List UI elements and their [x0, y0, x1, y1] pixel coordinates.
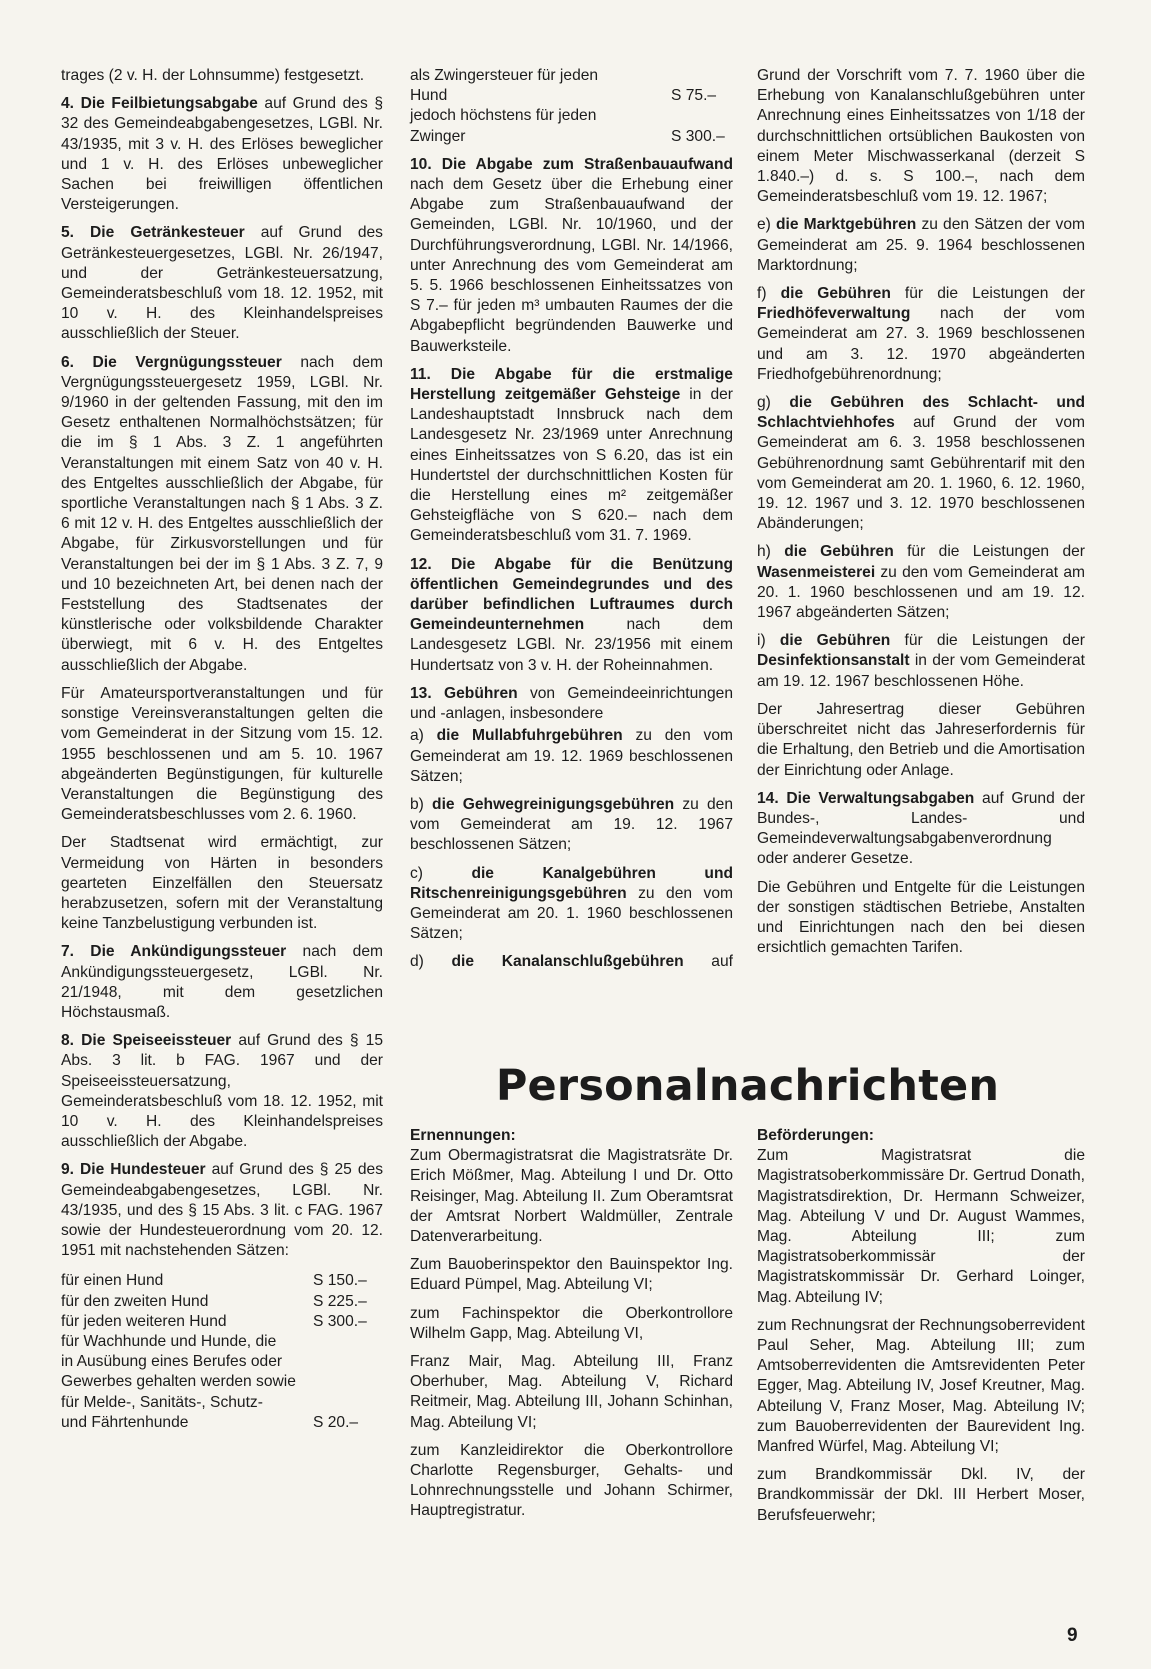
section-13: 13. Gebühren von Gemeindeeinrichtungen und -anlagen, insbesondere — [410, 684, 733, 723]
rate-row: Zwinger S 300.– — [410, 127, 725, 145]
promotion-paragraph: Zum Magistratsrat die Magistratsoberkommissäre Dr. Gertrud Donath, Magistratsdirektion, Dr. Hermann Schweizer, Mag. Abteilung V und Dr. August Wammes, Mag. Abteilung III; zum Magistratsoberkommissär der Magistratskommissär Dr. Gerhard Loinger, Mag. Abteilung IV; — [757, 1147, 1085, 1306]
appointment-paragraph: Zum Bauoberinspektor den Bauinspektor Ing. Eduard Pümpel, Mag. Abteilung VI; — [410, 1256, 733, 1294]
section-12-title: 12. Die Abgabe für die Benützung öffentlichen Gemeindegrundes und des darüber befindlichen Luftraumes durch Gemeindeunternehmen — [410, 555, 733, 634]
section-6-title: 6. Die Vergnügungssteuer — [61, 353, 282, 371]
appointments-column — [410, 1126, 733, 1530]
item-c: c) die Kanalgebühren und Ritschenreinigungsgebühren zu den vom Gemeinderat am 20. 1. 1960 beschlossenen Sätzen; — [410, 864, 733, 943]
item-e: e) die Marktgebühren zu den Sätzen der vom Gemeinderat am 25. 9. 1964 beschlossenen Marktordnung; — [757, 216, 1086, 274]
section-10-title: 10. Die Abgabe zum Straßenbauaufwand — [410, 155, 733, 173]
section-11-title: 11. Die Abgabe für die erstmalige Herstellung zeitgemäßer Gehsteige — [410, 365, 733, 404]
rate-row: für jeden weiteren Hund S 300.– — [61, 1312, 367, 1330]
paragraph-continuation: trages (2 v. H. der Lohnsumme) festgesetzt. — [61, 67, 365, 84]
appointment-paragraph: Franz Mair, Mag. Abteilung III, Franz Oberhuber, Mag. Abteilung V, Richard Reitmeir, Mag. Abteilung III, Johann Schinhan, Mag. Abteilung VI; — [410, 1353, 733, 1431]
section-10: 10. Die Abgabe zum Straßenbauaufwand nach dem Gesetz über die Erhebung einer Abgabe zum Straßenbauaufwand der Gemeinden, LGBl. Nr. 10/1960, und der Durchführungsverordnung, LGBl. Nr. 14/1966, unter Anrechnung des vom Gemeinderat am 5. 5. 1966 beschlossenen Einheitssatzes von S 7.– für jeden m³ umbauten Raumes der die Abgabepflicht begründenden Bauwerke und Bauwerksteile. — [410, 155, 733, 355]
section-9: 9. Die Hundesteuer auf Grund des § 25 des Gemeindeabgabengesetzes, LGBl. Nr. 43/1935, und des § 15 Abs. 3 lit. c FAG. 1967 sowie der Hundesteuerordnung vom 20. 12. 1951 mit nachstehenden Sätzen: — [61, 1161, 383, 1260]
section-8-title: 8. Die Speiseeissteuer — [61, 1032, 232, 1050]
kennel-tax-rates: als Zwingersteuer für jeden Hund S 75.– jedoch höchstens für jeden Zwinger S 300.– — [410, 66, 733, 147]
rate-row: für einen Hund S 150.– — [61, 1272, 367, 1290]
item-a: a) die Mullabfuhrgebühren zu den vom Gemeinderat am 19. 12. 1969 beschlossenen Sätzen; — [410, 727, 733, 785]
section-14: 14. Die Verwaltungsabgaben auf Grund der Bundes-, Landes- und Gemeindeverwaltungsabgabenverordnung oder anderer Gesetze. — [757, 789, 1085, 868]
item-h: h) die Gebühren für die Leistungen der Wasenmeisterei zu den vom Gemeinderat am 20. 1. 1960 beschlossenen und am 19. 12. 1967 abgeänderten Sätzen; — [757, 543, 1085, 622]
rate-row: für den zweiten Hund S 225.– — [61, 1292, 367, 1310]
item-i: i) die Gebühren für die Leistungen der Desinfektionsanstalt in der vom Gemeinderat am 19. 12. 1967 beschlossenen Höhe. — [757, 632, 1085, 690]
item-d: d) die Kanalanschlußgebühren auf — [410, 953, 733, 971]
dog-tax-rates: für einen Hund S 150.– für den zweiten Hund S 225.– für jeden weiteren Hund S 300.– für Wachhunde und Hunde, die in Ausübung eines Berufes oder Gewerbes gehalten werden sowie für Melde-, Sanitäts-, Schutz- und Fährtenhunde S 20.– — [61, 1271, 383, 1433]
appointment-paragraph: Zum Obermagistratsrat die Magistratsräte Dr. Erich Mößmer, Mag. Abteilung I und Dr. Otto Reisinger, Mag. Abteilung II. Zum Oberamtsrat der Amtsrat Norbert Waldmüller, Zentrale Datenverarbeitung. — [410, 1147, 733, 1246]
promotion-paragraph: zum Rechnungsrat der Rechnungsoberrevident Paul Seher, Mag. Abteilung III; zum Amtsoberrevidenten die Amtsrevidenten Peter Egger, Mag. Abteilung IV, Josef Kreutner, Mag. Abteilung V, Franz Moser, Mag. Abteilung IV; zum Bauoberrevidenten der Baurevident Ing. Manfred Würfel, Mag. Abteilung VI; — [757, 1316, 1085, 1456]
appointment-paragraph: zum Kanzleidirektor die Oberkontrollore Charlotte Regensburger, Gehalts- und Lohnrechnungsstelle und Johann Schirmer, Hauptregistratur. — [410, 1441, 733, 1520]
item-b: b) die Gehwegreinigungsgebühren zu den vom Gemeinderat am 19. 12. 1967 beschlossenen Sätzen; — [410, 795, 733, 854]
section-14-title: 14. Die Verwaltungsabgaben — [757, 789, 975, 807]
appointments-title: Ernennungen: — [410, 1127, 516, 1144]
rate-row: und Fährtenhunde S 20.– — [61, 1413, 359, 1431]
appointment-paragraph: zum Fachinspektor die Oberkontrollore Wilhelm Gapp, Mag. Abteilung VI, — [410, 1304, 733, 1342]
section-13-title: 13. Gebühren — [410, 684, 518, 702]
personnel-news-heading: Personalnachrichten — [495, 1061, 1000, 1111]
tariffs-paragraph: Die Gebühren und Entgelte für die Leistungen der sonstigen städtischen Betriebe, Anstalten und Einrichtungen nach den bei diesen ersichtlich gemachten Tarifen. — [757, 878, 1085, 957]
section-11: 11. Die Abgabe für die erstmalige Herstellung zeitgemäßer Gehsteige in der Landeshauptstadt Innsbruck nach dem Landesgesetz Nr. 23/1969 unter Anrechnung eines Einheitssatzes von S 6.20, das ist ein Hundertstel der durchschnittlichen Kosten für die Herstellung eines m² zeitgemäßer Gehsteigfläche von S 620.– nach dem Gemeinderatsbeschluß vom 31. 7. 1969. — [410, 365, 733, 545]
middle-column — [410, 66, 733, 981]
section-9-title: 9. Die Hundesteuer — [61, 1161, 206, 1179]
section-7: 7. Die Ankündigungssteuer nach dem Ankündigungssteuergesetz, LGBl. Nr. 21/1948, mit dem gesetzlichen Höchstausmaß. — [61, 943, 383, 1021]
section-12: 12. Die Abgabe für die Benützung öffentlichen Gemeindegrundes und des darüber befindlichen Luftraumes durch Gemeindeunternehmen nach dem Landesgesetz LGBl. Nr. 23/1956 mit einem Hundertsatz von 3 v. H. der Roheinnahmen. — [410, 555, 733, 674]
section-6: 6. Die Vergnügungssteuer nach dem Vergnügungssteuergesetz 1959, LGBl. Nr. 9/1960 in der geltenden Fassung, mit den im Gesetz enthaltenen Normalhöchstsätzen; für die im § 1 Abs. 3 Z. 1 angeführten Veranstaltungen mit einem Satz von 40 v. H. des Entgeltes ausschließlich der Abgabe, für sportliche Veranstaltungen nach § 1 Abs. 3 Z. 6 mit 12 v. H. des Entgeltes ausschließlich der Abgabe, für Zirkusvorstellungen und für Veranstaltungen bei der im § 1 Abs. 3 Z. 7, 9 und 10 bezeichneten Art, bei denen nach der Feststellung des Stadtsenates der künstlerische oder volksbildende Charakter überwiegt, mit 6 v. H. des Entgeltes ausschließlich der Abgabe. — [61, 353, 383, 674]
section-5: 5. Die Getränkesteuer auf Grund des Getränkesteuergesetzes, LGBl. Nr. 26/1947, und der Getränkesteuersatzung, Gemeinderatsbeschluß vom 18. 12. 1952, mit 10 v. H. des Kleinhandelspreises ausschließlich der Steuer. — [61, 224, 383, 343]
annual-yield-paragraph: Der Jahresertrag dieser Gebühren überschreitet nicht das Jahreserfordernis für die Erhaltung, den Betrieb und die Amortisation der Einrichtung oder Anlage. — [757, 700, 1085, 779]
promotions-column — [757, 1126, 1085, 1534]
section-4-title: 4. Die Feilbietungsabgabe — [61, 95, 258, 113]
section-8: 8. Die Speiseeissteuer auf Grund des § 15 Abs. 3 lit. b FAG. 1967 und der Speiseeissteuersatzung, Gemeinderatsbeschluß vom 18. 12. 1952, mit 10 v. H. des Kleinhandelspreises ausschließlich der Abgabe. — [61, 1032, 383, 1151]
promotions-title: Beförderungen: — [757, 1127, 874, 1144]
section-6-paragraph-3: Der Stadtsenat wird ermächtigt, zur Vermeidung von Härten in besonders gearteten Einzelfällen den Steuersatz herabzusetzen, sofern mit der Veranstaltung keine Tanzbelustigung verbunden ist. — [61, 834, 383, 933]
section-5-title: 5. Die Getränkesteuer — [61, 224, 245, 242]
page-number: 9 — [1067, 1625, 1078, 1646]
item-g: g) die Gebühren des Schlacht- und Schlachtviehhofes auf Grund der vom Gemeinderat am 6. 3. 1958 beschlossenen Gebührenordnung samt Gebührentarif mit den vom Gemeinderat am 20. 1. 1960, 6. 12. 1960, 19. 12. 1967 und 3. 12. 1970 beschlossenen Abänderungen; — [757, 394, 1086, 533]
left-column — [61, 66, 383, 1433]
item-f: f) die Gebühren für die Leistungen der Friedhöfeverwaltung nach der vom Gemeinderat am 27. 3. 1969 beschlossenen und am 3. 12. 1970 abgeänderten Friedhofgebührenordnung; — [757, 285, 1085, 383]
item-d-continuation: Grund der Vorschrift vom 7. 7. 1960 über die Erhebung von Kanalanschlußgebühren unter Anrechnung eines Einheitssatzes von 1/18 der durchschnittlichen ortsüblichen Baukosten von einem Meter Mischwasserkanal (derzeit S 1.840.–) d. s. S 100.–, nach dem Gemeinderatsbeschluß vom 19. 12. 1967; — [757, 67, 1085, 206]
right-column — [757, 66, 1085, 966]
section-7-title: 7. Die Ankündigungssteuer — [61, 943, 287, 961]
section-4: 4. Die Feilbietungsabgabe auf Grund des § 32 des Gemeindeabgabengesetzes, LGBl. Nr. 43/1935, mit 3 v. H. des Erlöses beweglicher und 1 v. H. des Erlöses unbeweglicher Sachen bei freiwilligen öffentlichen Versteigerungen. — [61, 95, 383, 214]
rate-row: Hund S 75.– — [410, 87, 717, 105]
section-6-paragraph-2: Für Amateursportveranstaltungen und für sonstige Vereinsveranstaltungen gelten die vom Gemeinderat in der Sitzung vom 15. 12. 1955 beschlossenen und am 5. 10. 1967 abgeänderten Begünstigungen, für kulturelle Veranstaltungen die Begünstigung des Gemeinderatsbeschlusses vom 2. 6. 1960. — [61, 684, 383, 824]
promotion-paragraph: zum Brandkommissär Dkl. IV, der Brandkommissär der Dkl. III Herbert Moser, Berufsfeuerwehr; — [757, 1466, 1085, 1524]
